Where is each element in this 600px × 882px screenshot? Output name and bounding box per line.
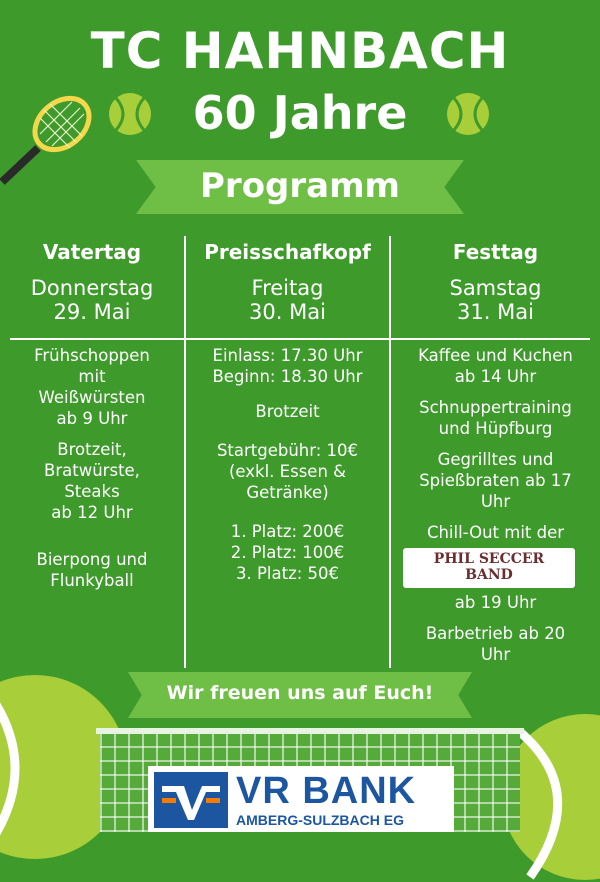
column-preisschafkopf-items bbox=[186, 345, 389, 584]
column-festtag-items bbox=[391, 345, 600, 543]
list-item: ab 12 Uhr bbox=[51, 503, 133, 522]
list-item: 1. Platz: 200€ bbox=[230, 522, 345, 541]
list-item: (exkl. Essen & bbox=[228, 462, 347, 481]
list-item: Frühschoppen bbox=[34, 346, 150, 365]
list-item: Brotzeit, bbox=[57, 440, 127, 459]
column-heading: Vatertag bbox=[42, 240, 142, 264]
list-item: Spießbraten ab 17 bbox=[419, 471, 572, 490]
list-item: ab 19 Uhr bbox=[454, 593, 537, 612]
list-item: 2. Platz: 100€ bbox=[230, 543, 345, 562]
list-item: Weißwürsten bbox=[38, 388, 146, 407]
list-item: Bratwürste, bbox=[44, 461, 140, 480]
list-item: Getränke) bbox=[246, 483, 329, 502]
list-item: Beginn: 18.30 Uhr bbox=[212, 367, 363, 386]
list-item: Kaffee und Kuchen bbox=[418, 346, 573, 365]
list-item: Uhr bbox=[480, 492, 511, 511]
band-logo bbox=[403, 548, 575, 588]
column-vatertag bbox=[0, 240, 184, 324]
column-preisschafkopf bbox=[186, 240, 389, 324]
column-festtag bbox=[391, 240, 600, 324]
day-name: Freitag bbox=[251, 276, 324, 300]
day-name: Samstag bbox=[449, 276, 542, 300]
list-item: Steaks bbox=[64, 482, 120, 501]
list-item: mit bbox=[78, 367, 106, 386]
list-item: ab 14 Uhr bbox=[454, 367, 537, 386]
program-banner-label: Programm bbox=[200, 166, 400, 206]
column-heading: Festtag bbox=[452, 240, 539, 264]
day-name: Donnerstag bbox=[30, 276, 154, 300]
sponsor-subtitle: AMBERG-SULZBACH EG bbox=[236, 812, 404, 828]
day-date: 29. Mai bbox=[53, 300, 131, 324]
column-vatertag-items bbox=[0, 345, 184, 591]
row-divider bbox=[10, 338, 590, 340]
list-item: Bierpong und bbox=[36, 550, 148, 569]
list-item: Brotzeit bbox=[255, 402, 320, 421]
list-item: Chill-Out mit der bbox=[426, 523, 565, 542]
list-item: Uhr bbox=[480, 645, 511, 664]
list-item: Gegrilltes und bbox=[437, 450, 554, 469]
band-logo-line: PHIL SECCER bbox=[433, 551, 545, 567]
list-item: Flunkyball bbox=[50, 571, 134, 590]
list-item: ab 9 Uhr bbox=[56, 409, 128, 428]
list-item: Einlass: 17.30 Uhr bbox=[212, 346, 363, 365]
list-item: Barbetrieb ab 20 bbox=[425, 624, 566, 643]
tennis-net-band bbox=[96, 728, 524, 734]
list-item: und Hüpfburg bbox=[438, 419, 553, 438]
list-item: 3. Platz: 50€ bbox=[235, 564, 340, 583]
band-logo-line: BAND bbox=[465, 567, 513, 583]
column-heading: Preisschafkopf bbox=[204, 240, 371, 264]
day-date: 31. Mai bbox=[457, 300, 534, 324]
sponsor-name: VR BANK bbox=[236, 770, 417, 812]
vr-bank-logo-icon bbox=[154, 772, 228, 828]
day-date: 30. Mai bbox=[249, 300, 326, 324]
list-item: Startgebühr: 10€ bbox=[216, 441, 359, 460]
page-title: TC HAHNBACH bbox=[90, 22, 510, 80]
footer-banner-label: Wir freuen uns auf Euch! bbox=[166, 682, 434, 704]
page-subtitle: 60 Jahre bbox=[192, 86, 408, 140]
list-item: Schnuppertraining bbox=[419, 398, 572, 417]
column-festtag-items-late bbox=[391, 592, 600, 665]
